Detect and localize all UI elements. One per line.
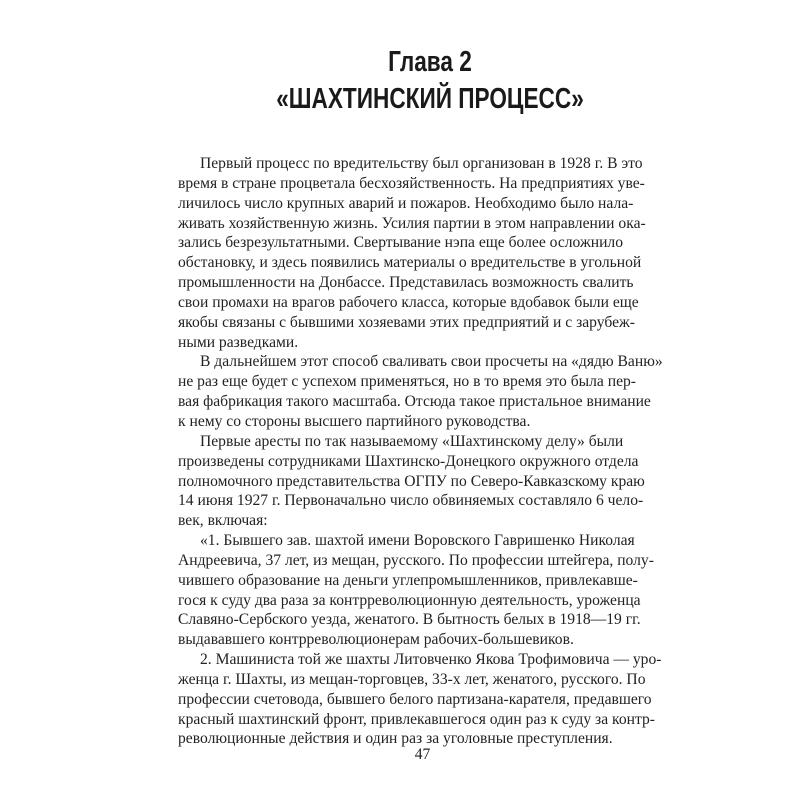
- text-line: полномочного представительства ОГПУ по Северо-Кавказскому краю: [178, 472, 645, 490]
- text-line: профессии счетовода, бывшего белого партизана-карателя, предавшего: [178, 690, 652, 708]
- text-line: живать хозяйственную жизнь. Усилия партии в этом направлении ока-: [178, 214, 646, 232]
- text-line: женца г. Шахты, из мещан-торговцев, 33-х лет, женатого, русского. По: [178, 670, 646, 688]
- text-line: век, включая:: [178, 512, 268, 530]
- text-line: к нему со стороны высшего партийного руководства.: [178, 412, 531, 430]
- body-text: [178, 154, 663, 749]
- paragraph: [178, 154, 646, 352]
- paragraph: [178, 432, 645, 531]
- text-line: обстановку, и здесь появились материалы о вредительстве в угольной: [178, 254, 642, 272]
- text-line: ными разведками.: [178, 333, 299, 351]
- text-line: якобы связаны с бывшими хозяевами этих предприятий и с зарубеж-: [178, 313, 635, 331]
- page-number: 47: [414, 746, 431, 763]
- paragraph: [178, 650, 662, 749]
- chapter-label: Глава 2: [388, 46, 472, 78]
- text-line: гося к суду два раза за контрреволюционную деятельность, уроженца: [178, 591, 641, 609]
- text-line: революционные действия и один раз за уголовные преступления.: [178, 730, 613, 748]
- text-line: чившего образование на деньги углепромышленников, привлекавше-: [178, 571, 638, 589]
- text-line: не раз еще будет с успехом применяться, но в то время это была пер-: [178, 373, 636, 391]
- text-line: выдававшего контрреволюционерам рабочих-большевиков.: [178, 631, 574, 649]
- text-line: В дальнейшем этот способ сваливать свои просчеты на «дядю Ваню»: [200, 353, 663, 371]
- text-line: промышленности на Донбассе. Представилась возможность свалить: [178, 274, 634, 292]
- text-line: зались безрезультатными. Свертывание нэпа еще более осложнило: [178, 234, 623, 252]
- text-line: произведены сотрудниками Шахтинско-Донецкого окружного отдела: [178, 452, 639, 470]
- paragraph: [178, 352, 663, 431]
- text-line: свои промахи на врагов рабочего класса, которые вдобавок были еще: [178, 293, 639, 311]
- text-line: Славяно-Сербского уезда, женатого. В бытность белых в 1918—19 гг.: [178, 611, 641, 629]
- text-line: Андреевича, 37 лет, из мещан, русского. По профессии штейгера, полу-: [178, 551, 654, 569]
- text-line: Первые аресты по так называемому «Шахтинскому делу» были: [200, 432, 624, 450]
- paragraph: [178, 531, 654, 650]
- text-line: красный шахтинский фронт, привлекавшегося один раз к суду за контр-: [178, 710, 655, 728]
- text-line: 14 июня 1927 г. Первоначально число обвиняемых составляло 6 чело-: [178, 492, 644, 510]
- text-line: Первый процесс по вредительству был организован в 1928 г. В это: [200, 155, 643, 172]
- text-line: вая фабрикация такого масштаба. Отсюда такое пристальное внимание: [178, 393, 651, 411]
- text-line: 2. Машиниста той же шахты Литовченко Якова Трофимовича — уро-: [200, 651, 662, 669]
- chapter-title: «ШАХТИНСКИЙ ПРОЦЕСС»: [276, 83, 584, 115]
- text-line: личилось число крупных аварий и пожаров. Необходимо было нала-: [178, 194, 634, 212]
- text-line: время в стране процветала бесхозяйственность. На предприятиях уве-: [178, 174, 645, 192]
- text-line: «1. Бывшего зав. шахтой имени Воровского Гавришенко Николая: [200, 532, 635, 550]
